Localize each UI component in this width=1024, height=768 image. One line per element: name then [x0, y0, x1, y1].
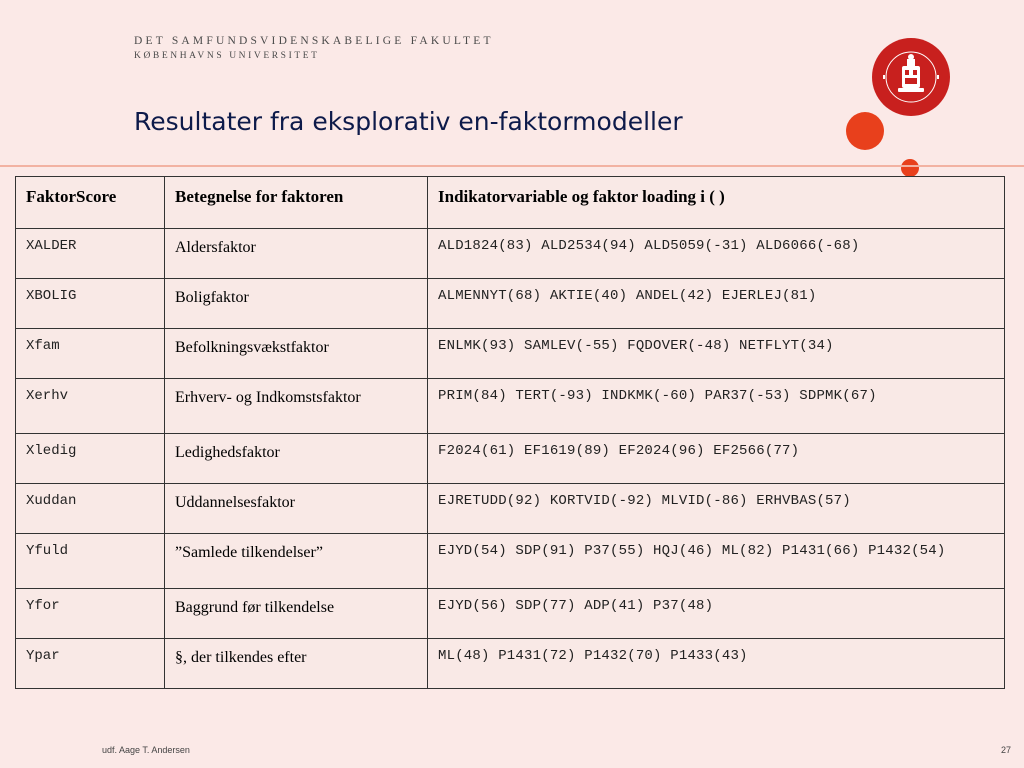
slide-title: Resultater fra eksplorativ en-faktormodeller	[134, 107, 683, 136]
table-row	[16, 379, 1005, 434]
table-row	[16, 329, 1005, 379]
indicator-cell: EJRETUDD(92) KORTVID(-92) MLVID(-86) ERHVBAS(57)	[428, 484, 1005, 534]
university-name: KØBENHAVNS UNIVERSITET	[134, 51, 320, 61]
table-row	[16, 279, 1005, 329]
indicator-cell: EJYD(56) SDP(77) ADP(41) P37(48)	[428, 589, 1005, 639]
table-row	[16, 589, 1005, 639]
factor-score-cell: Xuddan	[16, 484, 165, 534]
factor-score-cell: XBOLIG	[16, 279, 165, 329]
indicator-cell: F2024(61) EF1619(89) EF2024(96) EF2566(77)	[428, 434, 1005, 484]
column-header-factorscore: FaktorScore	[16, 177, 165, 229]
factor-score-cell: Xfam	[16, 329, 165, 379]
factor-name-cell: Baggrund før tilkendelse	[165, 589, 428, 639]
table-row	[16, 434, 1005, 484]
table-row	[16, 484, 1005, 534]
accent-dot-large	[846, 112, 884, 150]
indicator-cell: ENLMK(93) SAMLEV(-55) FQDOVER(-48) NETFLYT(34)	[428, 329, 1005, 379]
table-row	[16, 229, 1005, 279]
factor-name-cell: Uddannelsesfaktor	[165, 484, 428, 534]
factor-score-cell: Xledig	[16, 434, 165, 484]
indicator-cell: ALD1824(83) ALD2534(94) ALD5059(-31) ALD6066(-68)	[428, 229, 1005, 279]
factor-score-cell: Yfor	[16, 589, 165, 639]
faculty-name: DET SAMFUNDSVIDENSKABELIGE FAKULTET	[134, 35, 494, 47]
factor-score-cell: Yfuld	[16, 534, 165, 589]
factor-name-cell: Befolkningsvækstfaktor	[165, 329, 428, 379]
factor-name-cell: Boligfaktor	[165, 279, 428, 329]
table-header-row	[16, 177, 1005, 229]
university-seal-icon	[871, 37, 951, 117]
table-row	[16, 534, 1005, 589]
page-number: 27	[1000, 745, 1011, 755]
column-header-betegnelse: Betegnelse for faktoren	[165, 177, 428, 229]
footer-author: udf. Aage T. Andersen	[102, 745, 190, 755]
factor-score-cell: Xerhv	[16, 379, 165, 434]
indicator-cell: ALMENNYT(68) AKTIE(40) ANDEL(42) EJERLEJ(81)	[428, 279, 1005, 329]
indicator-cell: ML(48) P1431(72) P1432(70) P1433(43)	[428, 639, 1005, 689]
accent-dot-small	[901, 159, 919, 177]
factor-name-cell: Erhverv- og Indkomstsfaktor	[165, 379, 428, 434]
factor-table	[15, 176, 1005, 689]
indicator-cell: PRIM(84) TERT(-93) INDKMK(-60) PAR37(-53) SDPMK(67)	[428, 379, 1005, 434]
table-row	[16, 639, 1005, 689]
indicator-cell: EJYD(54) SDP(91) P37(55) HQJ(46) ML(82) P1431(66) P1432(54)	[428, 534, 1005, 589]
factor-name-cell: §, der tilkendes efter	[165, 639, 428, 689]
factor-score-cell: Ypar	[16, 639, 165, 689]
header-divider	[0, 165, 1024, 167]
factor-name-cell: Aldersfaktor	[165, 229, 428, 279]
factor-score-cell: XALDER	[16, 229, 165, 279]
factor-name-cell: Ledighedsfaktor	[165, 434, 428, 484]
factor-name-cell: ”Samlede tilkendelser”	[165, 534, 428, 589]
column-header-indikatorvariable: Indikatorvariable og faktor loading i ( )	[428, 177, 1005, 229]
